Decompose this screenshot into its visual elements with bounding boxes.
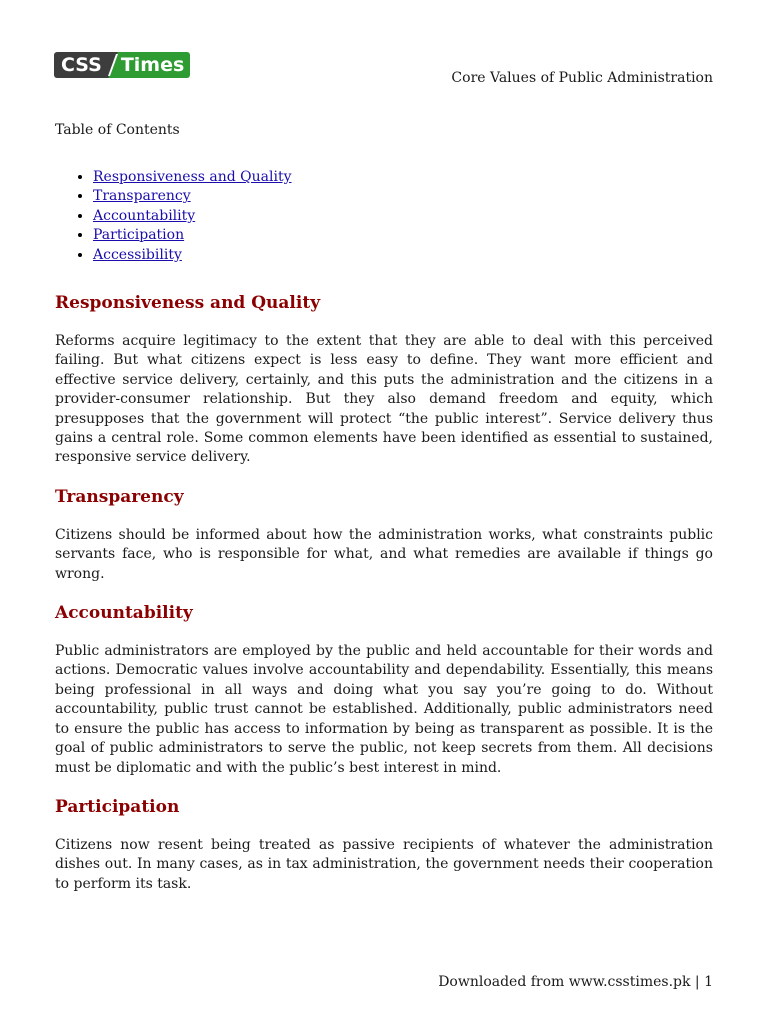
csstimes-logo [54, 52, 190, 78]
toc-item [93, 207, 292, 226]
section-heading: Responsiveness and Quality [55, 293, 321, 313]
section-participation [55, 795, 713, 894]
toc-item [93, 187, 292, 206]
section-heading: Participation [55, 796, 180, 817]
logo-css-text: CSS [54, 52, 108, 78]
section-heading: Transparency [55, 486, 184, 507]
section-heading: Accountability [55, 603, 193, 624]
section-paragraph: Reforms acquire legitimacy to the extent that they are able to deal with this perceived failing. But what citizens expect is less easy to define. They want more efficient and effective service delivery, certainly, and this puts the administration and the citizens in a provider-consumer relationship. But they also demand freedom and equity, which presupposes that the government will protect “the public interest”. Service delivery thus gains a central role. Some common elements have been identified as essential to sustained, responsive service delivery. [55, 333, 713, 466]
section-responsiveness [55, 291, 713, 468]
document-title: Core Values of Public Administration [451, 70, 713, 86]
section-accountability [55, 601, 713, 778]
section-paragraph: Citizens now resent being treated as passive recipients of whatever the administration dishes out. In many cases, as in tax administration, the government needs their cooperation to perform its task. [55, 836, 713, 892]
toc-item [93, 226, 292, 245]
section-transparency [55, 485, 713, 584]
toc-list [55, 168, 292, 265]
toc-link-responsiveness[interactable]: Responsiveness and Quality [93, 169, 292, 185]
logo-slash-icon [108, 52, 118, 78]
toc-link-accessibility[interactable]: Accessibility [93, 246, 182, 263]
toc-item [93, 168, 292, 187]
toc-link-accountability[interactable]: Accountability [93, 207, 196, 224]
toc-item [93, 246, 292, 265]
section-paragraph: Public administrators are employed by the public and held accountable for their words and actions. Democratic values involve accountability and dependability. Essentially, this means being professional in all ways and doing what you say you’re going to do. Without accountability, public trust cannot be established. Additionally, public administrators need to ensure the public has access to information by being as transparent as possible. It is the goal of public administrators to serve the public, not keep secrets from them. All decisions must be diplomatic and with the public’s best interest in mind. [55, 643, 713, 776]
toc-link-transparency[interactable]: Transparency [93, 188, 191, 205]
page-footer: Downloaded from www.csstimes.pk | 1 [438, 974, 713, 990]
toc-link-participation[interactable]: Participation [93, 227, 185, 244]
logo-times-text: Times [118, 52, 190, 78]
toc-title: Table of Contents [55, 122, 180, 138]
document-body [55, 291, 713, 911]
section-paragraph: Citizens should be informed about how the administration works, what constraints public servants face, who is responsible for what, and what remedies are available if things go wrong. [55, 526, 713, 582]
